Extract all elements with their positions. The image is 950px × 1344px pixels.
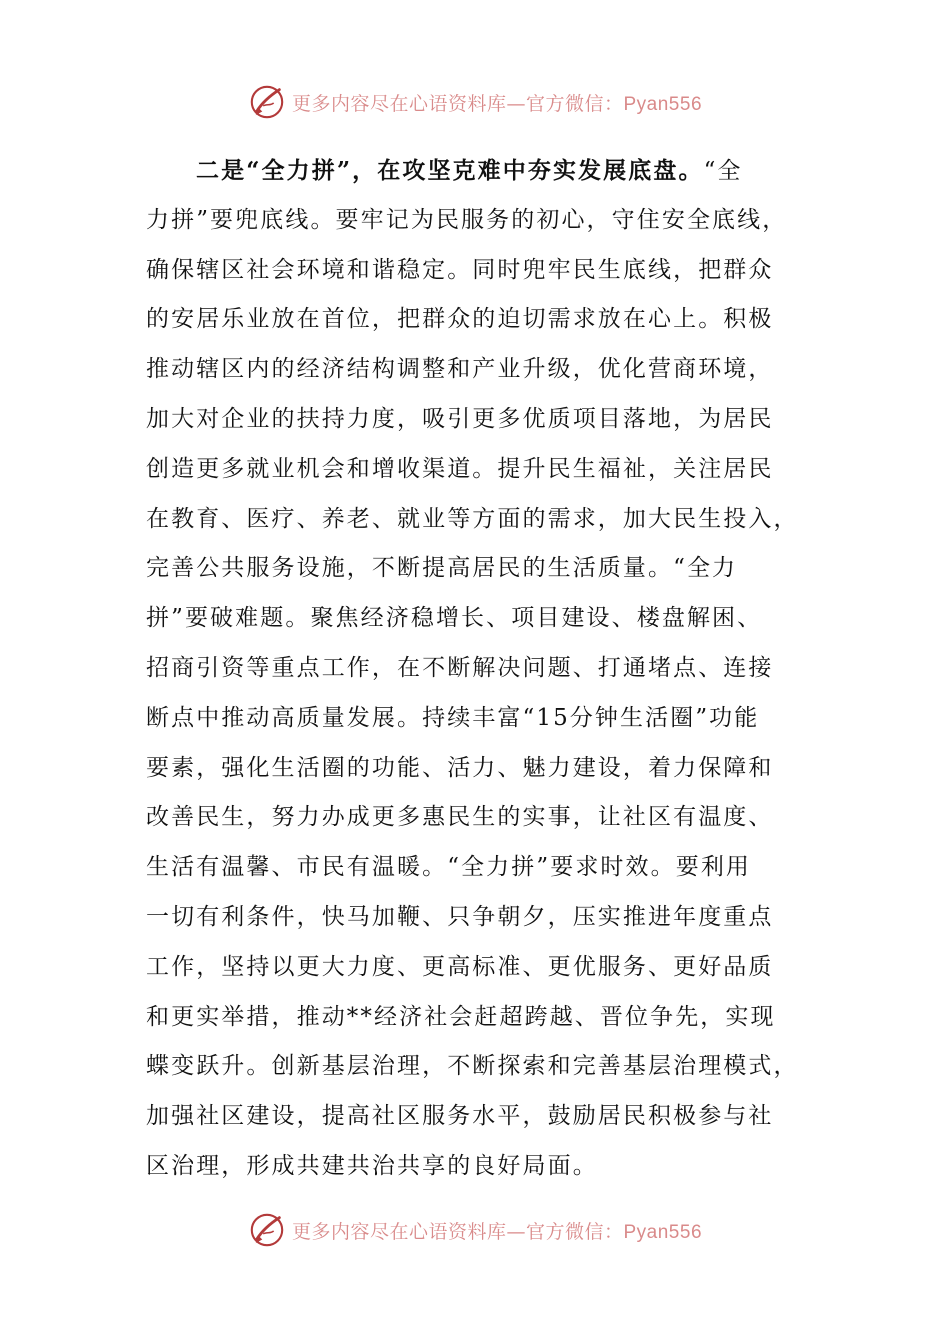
paragraph-line: 一切有利条件，快马加鞭、只争朝夕，压实推进年度重点 bbox=[146, 903, 774, 930]
pen-logo-icon bbox=[248, 83, 286, 121]
watermark-text: 更多内容尽在心语资料库—官方微信：Pyan556 bbox=[291, 1220, 703, 1243]
paragraph-line: 创造更多就业机会和增收渠道。提升民生福祉，关注居民 bbox=[146, 455, 774, 482]
footer-watermark bbox=[0, 1208, 950, 1252]
paragraph-line: 招商引资等重点工作，在不断解决问题、打通堵点、连接 bbox=[146, 654, 774, 681]
wechat-id: Pyan556 bbox=[623, 1221, 703, 1243]
header-watermark bbox=[0, 80, 950, 124]
paragraph-line: 完善公共服务设施，不断提高居民的生活质量。“全力 bbox=[146, 555, 738, 582]
paragraph-line: 拼”要破难题。聚焦经济稳增长、项目建设、楼盘解困、 bbox=[146, 605, 763, 632]
paragraph-line: 的安居乐业放在首位，把群众的迫切需求放在心上。积极 bbox=[146, 306, 774, 333]
paragraph-line: 工作，坚持以更大力度、更高标准、更优服务、更好品质 bbox=[146, 953, 774, 980]
paragraph-line: 加强社区建设，提高社区服务水平，鼓励居民积极参与社 bbox=[146, 1103, 774, 1130]
paragraph-line: 力拼”要兜底线。要牢记为民服务的初心，守住安全底线， bbox=[146, 206, 788, 233]
paragraph-line: 和更实举措，推动**经济社会赶超跨越、晋位争先，实现 bbox=[146, 1003, 776, 1030]
body-paragraph bbox=[146, 146, 799, 1192]
paragraph-line: 断点中推动高质量发展。持续丰富“15分钟生活圈”功能 bbox=[146, 704, 760, 731]
paragraph-line: 在教育、医疗、养老、就业等方面的需求，加大民生投入， bbox=[146, 505, 799, 532]
paragraph-line: 要素，强化生活圈的功能、活力、魅力建设，着力保障和 bbox=[146, 754, 774, 781]
pen-logo-icon bbox=[248, 1211, 286, 1249]
paragraph-line: 生活有温馨、市民有温暖。“全力拼”要求时效。要利用 bbox=[146, 854, 752, 881]
wechat-id: Pyan556 bbox=[623, 93, 703, 115]
paragraph-line: 区治理，形成共建共治共享的良好局面。 bbox=[146, 1152, 598, 1179]
watermark-text: 更多内容尽在心语资料库—官方微信：Pyan556 bbox=[291, 92, 703, 115]
paragraph-line: 改善民生，努力办成更多惠民生的实事，让社区有温度、 bbox=[146, 804, 774, 831]
paragraph-line: 蝶变跃升。创新基层治理，不断探索和完善基层治理模式， bbox=[146, 1053, 799, 1080]
paragraph-line: 二是“全力拼”，在攻坚克难中夯实发展底盘。“全 bbox=[196, 157, 743, 184]
paragraph-line: 推动辖区内的经济结构调整和产业升级，优化营商环境， bbox=[146, 356, 774, 383]
paragraph-line: 确保辖区社会环境和谐稳定。同时兜牢民生底线，把群众 bbox=[146, 256, 774, 283]
paragraph-heading: 二是“全力拼”，在攻坚克难中夯实发展底盘。 bbox=[196, 157, 704, 184]
paragraph-line: 加大对企业的扶持力度，吸引更多优质项目落地，为居民 bbox=[146, 405, 774, 432]
